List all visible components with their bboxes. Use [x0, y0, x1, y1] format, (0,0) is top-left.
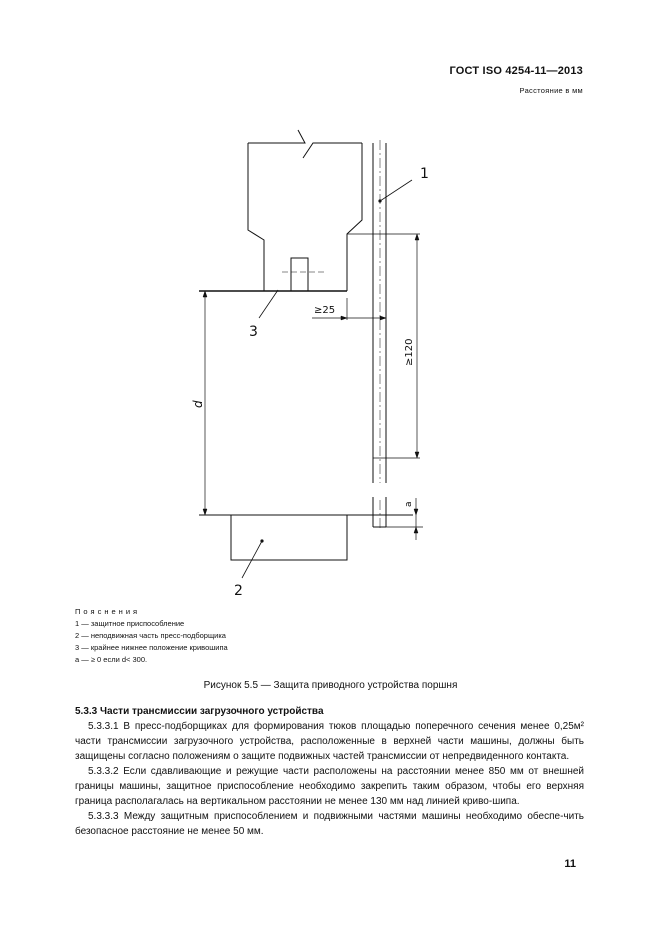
- piston-housing-outline: [248, 143, 264, 291]
- callout-3: 3: [249, 324, 258, 340]
- section-5-3-3: [75, 704, 584, 839]
- legend-item-1: 1 — защитное приспособление: [75, 619, 185, 628]
- dim-a-label: a: [404, 501, 414, 507]
- leader-1: [380, 180, 412, 201]
- callout-2: 2: [234, 583, 243, 599]
- document-code: ГОСТ ISO 4254-11—2013: [449, 65, 583, 77]
- paragraph-5-3-3-2: 5.3.3.2 Если сдавливающие и режущие части расположены на расстоянии менее 850 мм от внешней границы машины, защитное приспособление необходимо закрепить таким образом, чтобы его верхняя граница располагалась на вертикальном расстоянии не менее 130 мм над линией криво-шипа.: [75, 766, 584, 807]
- figure-caption: Рисунок 5.5 — Защита приводного устройства поршня: [203, 680, 458, 691]
- legend-title: Пояснения: [75, 607, 141, 616]
- crank-tab: [291, 258, 308, 291]
- legend-item-3: 3 — крайнее нижнее положение кривошипа: [75, 643, 228, 652]
- break-line: [248, 130, 362, 158]
- dim-height-label: ≥120: [404, 338, 415, 366]
- dim-d-label: d: [191, 400, 205, 408]
- page-number: 11: [564, 858, 576, 870]
- figure-legend: [75, 606, 228, 666]
- legend-item-2: 2 — неподвижная часть пресс-подборщика: [75, 631, 226, 640]
- paragraph-5-3-3-3: 5.3.3.3 Между защитным приспособлением и подвижными частями машины необходимо обеспе-чить безопасное расстояние не менее 50 мм.: [75, 811, 584, 837]
- dim-gap-label: ≥25: [314, 305, 336, 316]
- legend-item-a: a — ≥ 0 если d< 300.: [75, 655, 148, 664]
- paragraph-5-3-3-1: 5.3.3.1 В пресс-подборщиках для формирования тюков площадью поперечного сечения менее 0,25м² части трансмиссии загрузочного устройства, расположенные в верхней части машины, должны быть защищены согласно положениям о защите подвижных частей трансмиссии от непредвиденного контакта.: [75, 721, 584, 762]
- leader-3: [259, 290, 278, 318]
- section-heading: 5.3.3 Части трансмиссии загрузочного устройства: [75, 706, 324, 717]
- fixed-part-box: [231, 515, 347, 560]
- piston-housing-right: [347, 143, 362, 291]
- units-note: Расстояние в мм: [519, 86, 583, 95]
- callout-1: 1: [420, 166, 429, 182]
